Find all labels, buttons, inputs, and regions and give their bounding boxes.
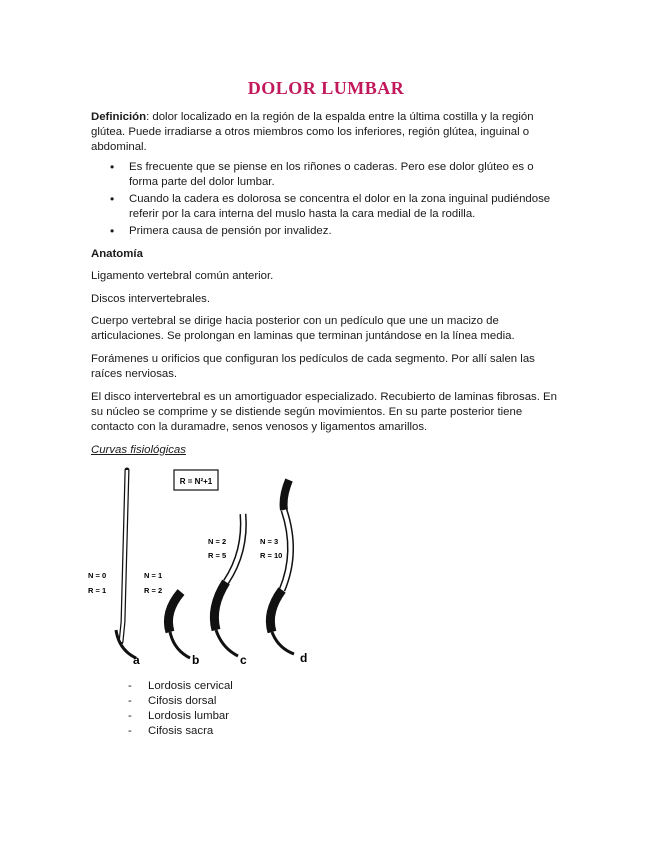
- bullet-list: [91, 160, 561, 241]
- list-item: - Lordosis cervical: [128, 679, 233, 694]
- spine-c-sacrum: [216, 630, 238, 656]
- spine-c-r: R = 5: [208, 551, 227, 560]
- anatomy-heading: Anatomía: [91, 248, 143, 260]
- anatomy-paragraph: Discos intervertebrales.: [91, 293, 211, 305]
- curves-heading: Curvas fisiológicas: [91, 444, 186, 456]
- spine-b-shape: [168, 592, 181, 632]
- curves-list: [128, 679, 233, 739]
- anatomy-paragraph: Forámenes u orificios que configuran los pedículos de cada segmento. Por allí salen las raíces nerviosas.: [91, 353, 535, 380]
- definition-paragraph: [91, 110, 561, 155]
- definition-label: Definición: [91, 111, 147, 123]
- spine-d-letter: d: [300, 651, 308, 665]
- page-title: DOLOR LUMBAR: [247, 78, 405, 98]
- spine-curves-figure: [86, 462, 326, 672]
- formula-text: R = N²+1: [179, 477, 213, 486]
- spine-d-cervical: [284, 480, 289, 510]
- spine-a-r: R = 1: [88, 586, 107, 595]
- list-item: • Cuando la cadera es dolorosa se concentra el dolor en la zona inguinal pudiéndose referir por la cara interna del muslo hasta la cara medial de la rodilla.: [91, 192, 561, 222]
- spine-b-n: N = 1: [144, 571, 163, 580]
- spine-c-n: N = 2: [208, 537, 227, 546]
- list-item: - Cifosis dorsal: [128, 694, 233, 709]
- spine-d-sacrum: [272, 632, 294, 654]
- list-item: • Primera causa de pensión por invalidez.: [91, 224, 561, 239]
- anatomy-paragraph: Ligamento vertebral común anterior.: [91, 270, 274, 282]
- list-item: - Lordosis lumbar: [128, 709, 233, 724]
- anatomy-paragraph: Cuerpo vertebral se dirige hacia posterior con un pedículo que une un macizo de articulaciones. Se prolongan en laminas que terminan juntándose en la línea media.: [91, 315, 515, 342]
- spine-d-lumbar: [270, 590, 282, 632]
- spine-b-r: R = 2: [144, 586, 163, 595]
- spine-d-n: N = 3: [260, 537, 279, 546]
- list-item: - Cifosis sacra: [128, 724, 233, 739]
- anatomy-paragraph: El disco intervertebral es un amortiguador especializado. Recubierto de laminas fibrosas. En su núcleo se comprime y se distiende según movimientos. En su parte posterior tiene contacto con la duramadre, senos venosos y ligamentos amarillos.: [91, 391, 557, 433]
- spine-c-lumbar: [214, 582, 226, 630]
- definition-text: : dolor localizado en la región de la espalda entre la última costilla y la región glútea. Puede irradiarse a otros miembros como los inferiores, región glútea, inguinal o abdominal.: [91, 111, 534, 153]
- spine-c-letter: c: [240, 653, 247, 667]
- spine-b-sacrum: [170, 632, 190, 658]
- spine-d-r: R = 10: [260, 551, 283, 560]
- spine-a-letter: a: [133, 653, 140, 667]
- spine-b-letter: b: [192, 653, 200, 667]
- list-item: • Es frecuente que se piense en los riñones o caderas. Pero ese dolor glúteo es o forma parte del dolor lumbar.: [91, 160, 561, 190]
- spine-a-n: N = 0: [88, 571, 107, 580]
